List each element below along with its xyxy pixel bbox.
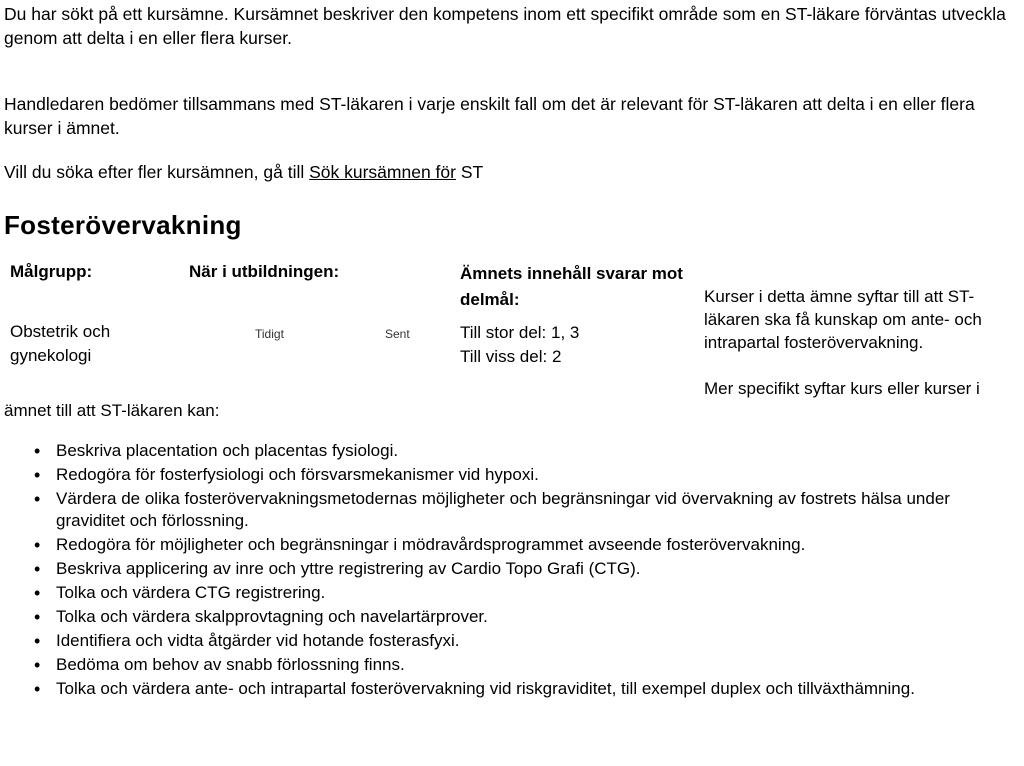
delmal-partial: Till viss del: 2 <box>460 347 562 366</box>
search-course-subjects-link[interactable]: Sök kursämnen för <box>309 162 456 182</box>
search-more-line <box>4 160 1014 184</box>
delmal-values <box>460 321 579 369</box>
goal-item: • Tolka och värdera ante- och intrapartal fosterövervakning vid riskgraviditet, till exempel duplex och tillväxthämning. <box>0 678 1010 700</box>
content-goals-header: Ämnets innehåll svarar mot delmål: <box>460 264 683 309</box>
goal-item: • Tolka och värdera CTG registrering. <box>0 582 1010 604</box>
goal-item: • Värdera de olika fosterövervakningsmetodernas möjligheter och begränsningar vid övervakning av fostrets hälsa under graviditet och förlossning. <box>0 488 1010 532</box>
goal-item: • Beskriva applicering av inre och yttre registrering av Cardio Topo Grafi (CTG). <box>0 558 1010 580</box>
course-purpose-text: Kurser i detta ämne syftar till att ST-läkaren ska få kunskap om ante- och intrapartal fosterövervakning. <box>704 287 982 352</box>
target-group-header: Målgrupp: <box>10 262 93 281</box>
goal-item: • Bedöma om behov av snabb förlossning finns. <box>0 654 1010 676</box>
search-suffix: ST <box>455 162 484 182</box>
assessment-paragraph: Handledaren bedömer tillsammans med ST-läkaren i varje enskilt fall om det är relevant för ST-läkaren att delta i en eller flera kurser i ämnet. <box>4 94 975 138</box>
scale-late-label: Sent <box>385 327 410 341</box>
intro-paragraph: Du har sökt på ett kursämne. Kursämnet beskriver den kompetens inom ett specifikt område som en ST-läkare förväntas utveckla genom att delta i en eller flera kurser. <box>4 4 1006 48</box>
goal-item: • Beskriva placentation och placentas fysiologi. <box>0 440 1010 462</box>
goal-item: • Redogöra för möjligheter och begränsningar i mödravårdsprogrammet avseende fosterövervakning. <box>0 534 1010 556</box>
goals-list <box>0 440 1010 702</box>
course-specific-text: Mer specifikt syftar kurs eller kurser i <box>704 379 980 398</box>
search-prefix: Vill du söka efter fler kursämnen, gå till <box>4 162 310 182</box>
page-title: Fosterövervakning <box>4 210 242 240</box>
scale-early-label: Tidigt <box>255 327 284 341</box>
goals-lead-text: ämnet till att ST-läkaren kan: <box>4 401 220 420</box>
goal-item: • Tolka och värdera skalpprovtagning och navelartärprover. <box>0 606 1010 628</box>
target-group-value: Obstetrik och gynekologi <box>10 322 111 365</box>
goal-item: • Redogöra för fosterfysiologi och försvarsmekanismer vid hypoxi. <box>0 464 1010 486</box>
goal-item: • Identifiera och vidta åtgärder vid hotande fosterasfyxi. <box>0 630 1010 652</box>
when-in-training-header: När i utbildningen: <box>189 262 340 281</box>
delmal-major: Till stor del: 1, 3 <box>460 323 580 342</box>
